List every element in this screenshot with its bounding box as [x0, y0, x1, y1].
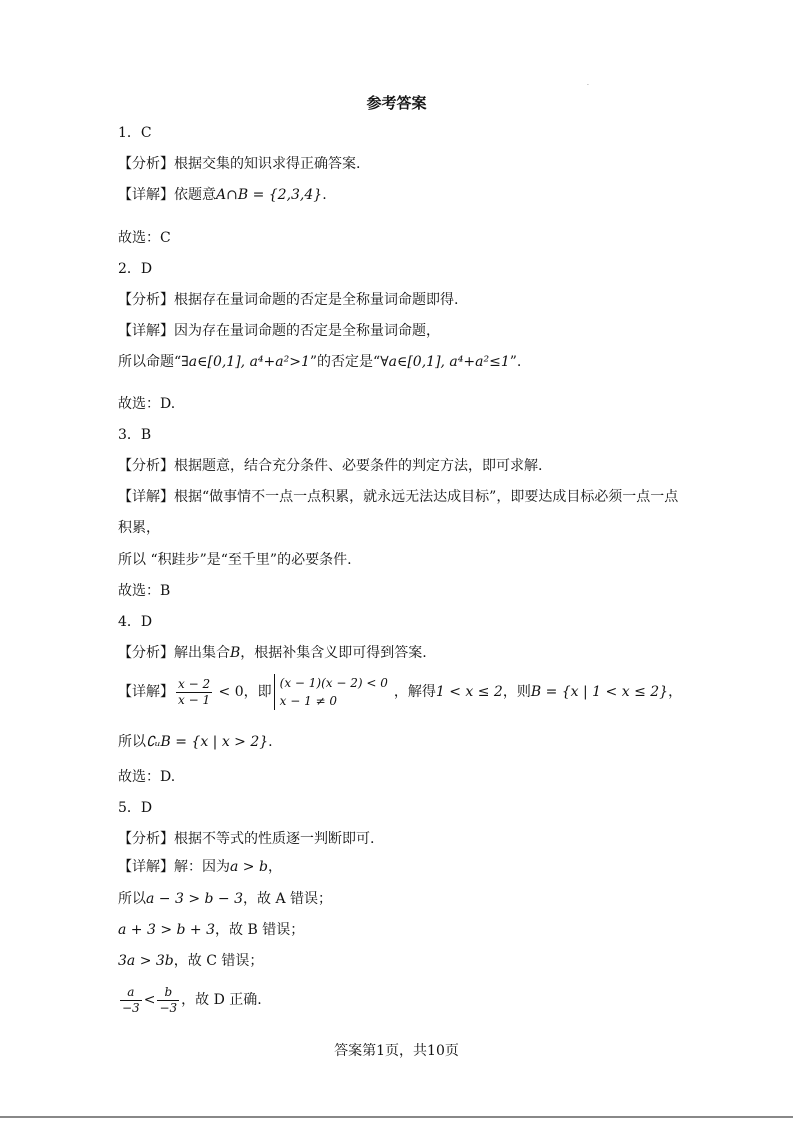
q4-analysis-prefix: 【分析】解出集合 — [118, 645, 230, 661]
q5-b-math: a + 3 > b + 3 — [118, 922, 216, 938]
q2-line3-mid: ”的否定是“ — [309, 354, 381, 370]
q5-option-a — [118, 890, 332, 908]
q4-fraction — [176, 677, 212, 708]
q5-d-fraction2 — [157, 985, 179, 1016]
q1-detail — [118, 186, 327, 204]
q2-heading: 2．D — [118, 261, 153, 277]
q4-comp-math: ∁ᵤB = {x | x > 2} — [146, 734, 269, 750]
q2-line3-math1: ∃a∈[0,1], a⁴+a²>1 — [181, 354, 310, 370]
q5-option-b — [118, 921, 304, 939]
bottom-rule — [0, 1116, 793, 1118]
q4-analysis — [118, 644, 427, 662]
q2-line3-math2: ∀a∈[0,1], a⁴+a²≤1 — [380, 354, 510, 370]
q2-answer: 故选：D. — [118, 396, 176, 412]
q4-system-row2: x − 1 ≠ 0 — [279, 694, 338, 708]
q4-then-math: B = {x | 1 < x ≤ 2} — [530, 684, 669, 700]
q4-ji: ，即 — [243, 684, 272, 700]
q5-detail-suffix: ， — [267, 859, 282, 875]
page-title: 参考答案 — [366, 94, 427, 112]
q1-answer: 故选：C — [118, 230, 171, 246]
q5-a-math: a − 3 > b − 3 — [146, 891, 244, 907]
q2-line3-prefix: 所以命题“ — [118, 354, 182, 370]
q4-fraction-den: x − 1 — [178, 692, 211, 707]
q5-heading: 5．D — [118, 800, 153, 816]
q4-solve-text: ，解得 — [393, 684, 436, 700]
q5-detail-prefix: 【详解】解：因为 — [118, 859, 230, 875]
q3-analysis: 【分析】根据题意，结合充分条件、必要条件的判定方法，即可求解. — [118, 458, 543, 474]
q5-a-suffix: ，故 A 错误； — [243, 891, 333, 907]
q5-detail-math: a > b — [230, 859, 268, 875]
page-footer: 答案第1页，共10页 — [334, 1043, 459, 1059]
q4-comp-suffix: . — [268, 734, 273, 750]
q5-c-suffix: ，故 C 错误； — [173, 953, 264, 969]
q5-d-suffix: ，故 D 正确. — [181, 992, 262, 1008]
q4-complement — [118, 733, 273, 751]
q4-analysis-suffix: ，根据补集含义即可得到答案. — [240, 645, 427, 661]
q5-detail — [118, 858, 282, 876]
q4-heading: 4．D — [118, 614, 153, 630]
q4-solve-math: 1 < x ≤ 2 — [435, 684, 503, 700]
q1-heading: 1．C — [118, 125, 152, 141]
q2-analysis: 【分析】根据存在量词命题的否定是全称量词命题即得. — [118, 292, 459, 308]
q1-detail-suffix: . — [322, 187, 327, 203]
q3-answer: 故选：B — [118, 583, 171, 599]
q3-detail-line3: 所以 “积跬步”是“至千里”的必要条件. — [118, 552, 352, 568]
q4-analysis-math: B — [230, 645, 241, 661]
q5-d-num1: a — [120, 985, 142, 1001]
q4-then-suffix: ， — [668, 684, 683, 700]
q1-analysis: 【分析】根据交集的知识求得正确答案. — [118, 156, 361, 172]
q2-detail: 【详解】因为存在量词命题的否定是全称量词命题， — [118, 323, 440, 339]
q5-a-prefix: 所以 — [118, 891, 146, 907]
corner-mark: · — [587, 82, 589, 89]
q4-system-row1: (x − 1)(x − 2) < 0 — [279, 676, 388, 690]
q3-detail-line1: 【详解】根据“做事情不一点一点积累，就永远无法达成目标”，即要达成目标必须一点一点 — [118, 489, 679, 505]
q2-line3 — [118, 353, 521, 371]
q5-d-num2: b — [157, 985, 179, 1001]
q3-heading: 3．B — [118, 427, 152, 443]
q4-detail — [118, 672, 682, 712]
q5-analysis: 【分析】根据不等式的性质逐一判断即可. — [118, 831, 375, 847]
q5-c-math: 3a > 3b — [118, 953, 174, 969]
q4-detail-label: 【详解】 — [118, 684, 174, 700]
q5-b-suffix: ，故 B 错误； — [215, 922, 305, 938]
q4-comp-prefix: 所以 — [118, 734, 146, 750]
q5-option-c — [118, 952, 263, 970]
q1-detail-math: A∩B = {2,3,4} — [216, 187, 323, 203]
q5-option-d — [118, 980, 262, 1020]
q5-d-fraction1 — [120, 985, 142, 1016]
q5-d-rel: < — [143, 992, 156, 1008]
q5-d-den1: −3 — [122, 1000, 140, 1015]
q4-answer: 故选：D. — [118, 769, 176, 785]
q3-detail-line2: 积累， — [118, 520, 160, 536]
q1-detail-prefix: 【详解】依题意 — [118, 187, 216, 203]
q4-system — [274, 674, 388, 710]
q5-d-den2: −3 — [159, 1000, 178, 1015]
q2-line3-suffix: ”. — [509, 354, 522, 370]
q4-then-text: ，则 — [502, 684, 531, 700]
q4-fraction-num: x − 2 — [178, 676, 211, 691]
q4-fraction-rel: < 0 — [214, 684, 244, 700]
